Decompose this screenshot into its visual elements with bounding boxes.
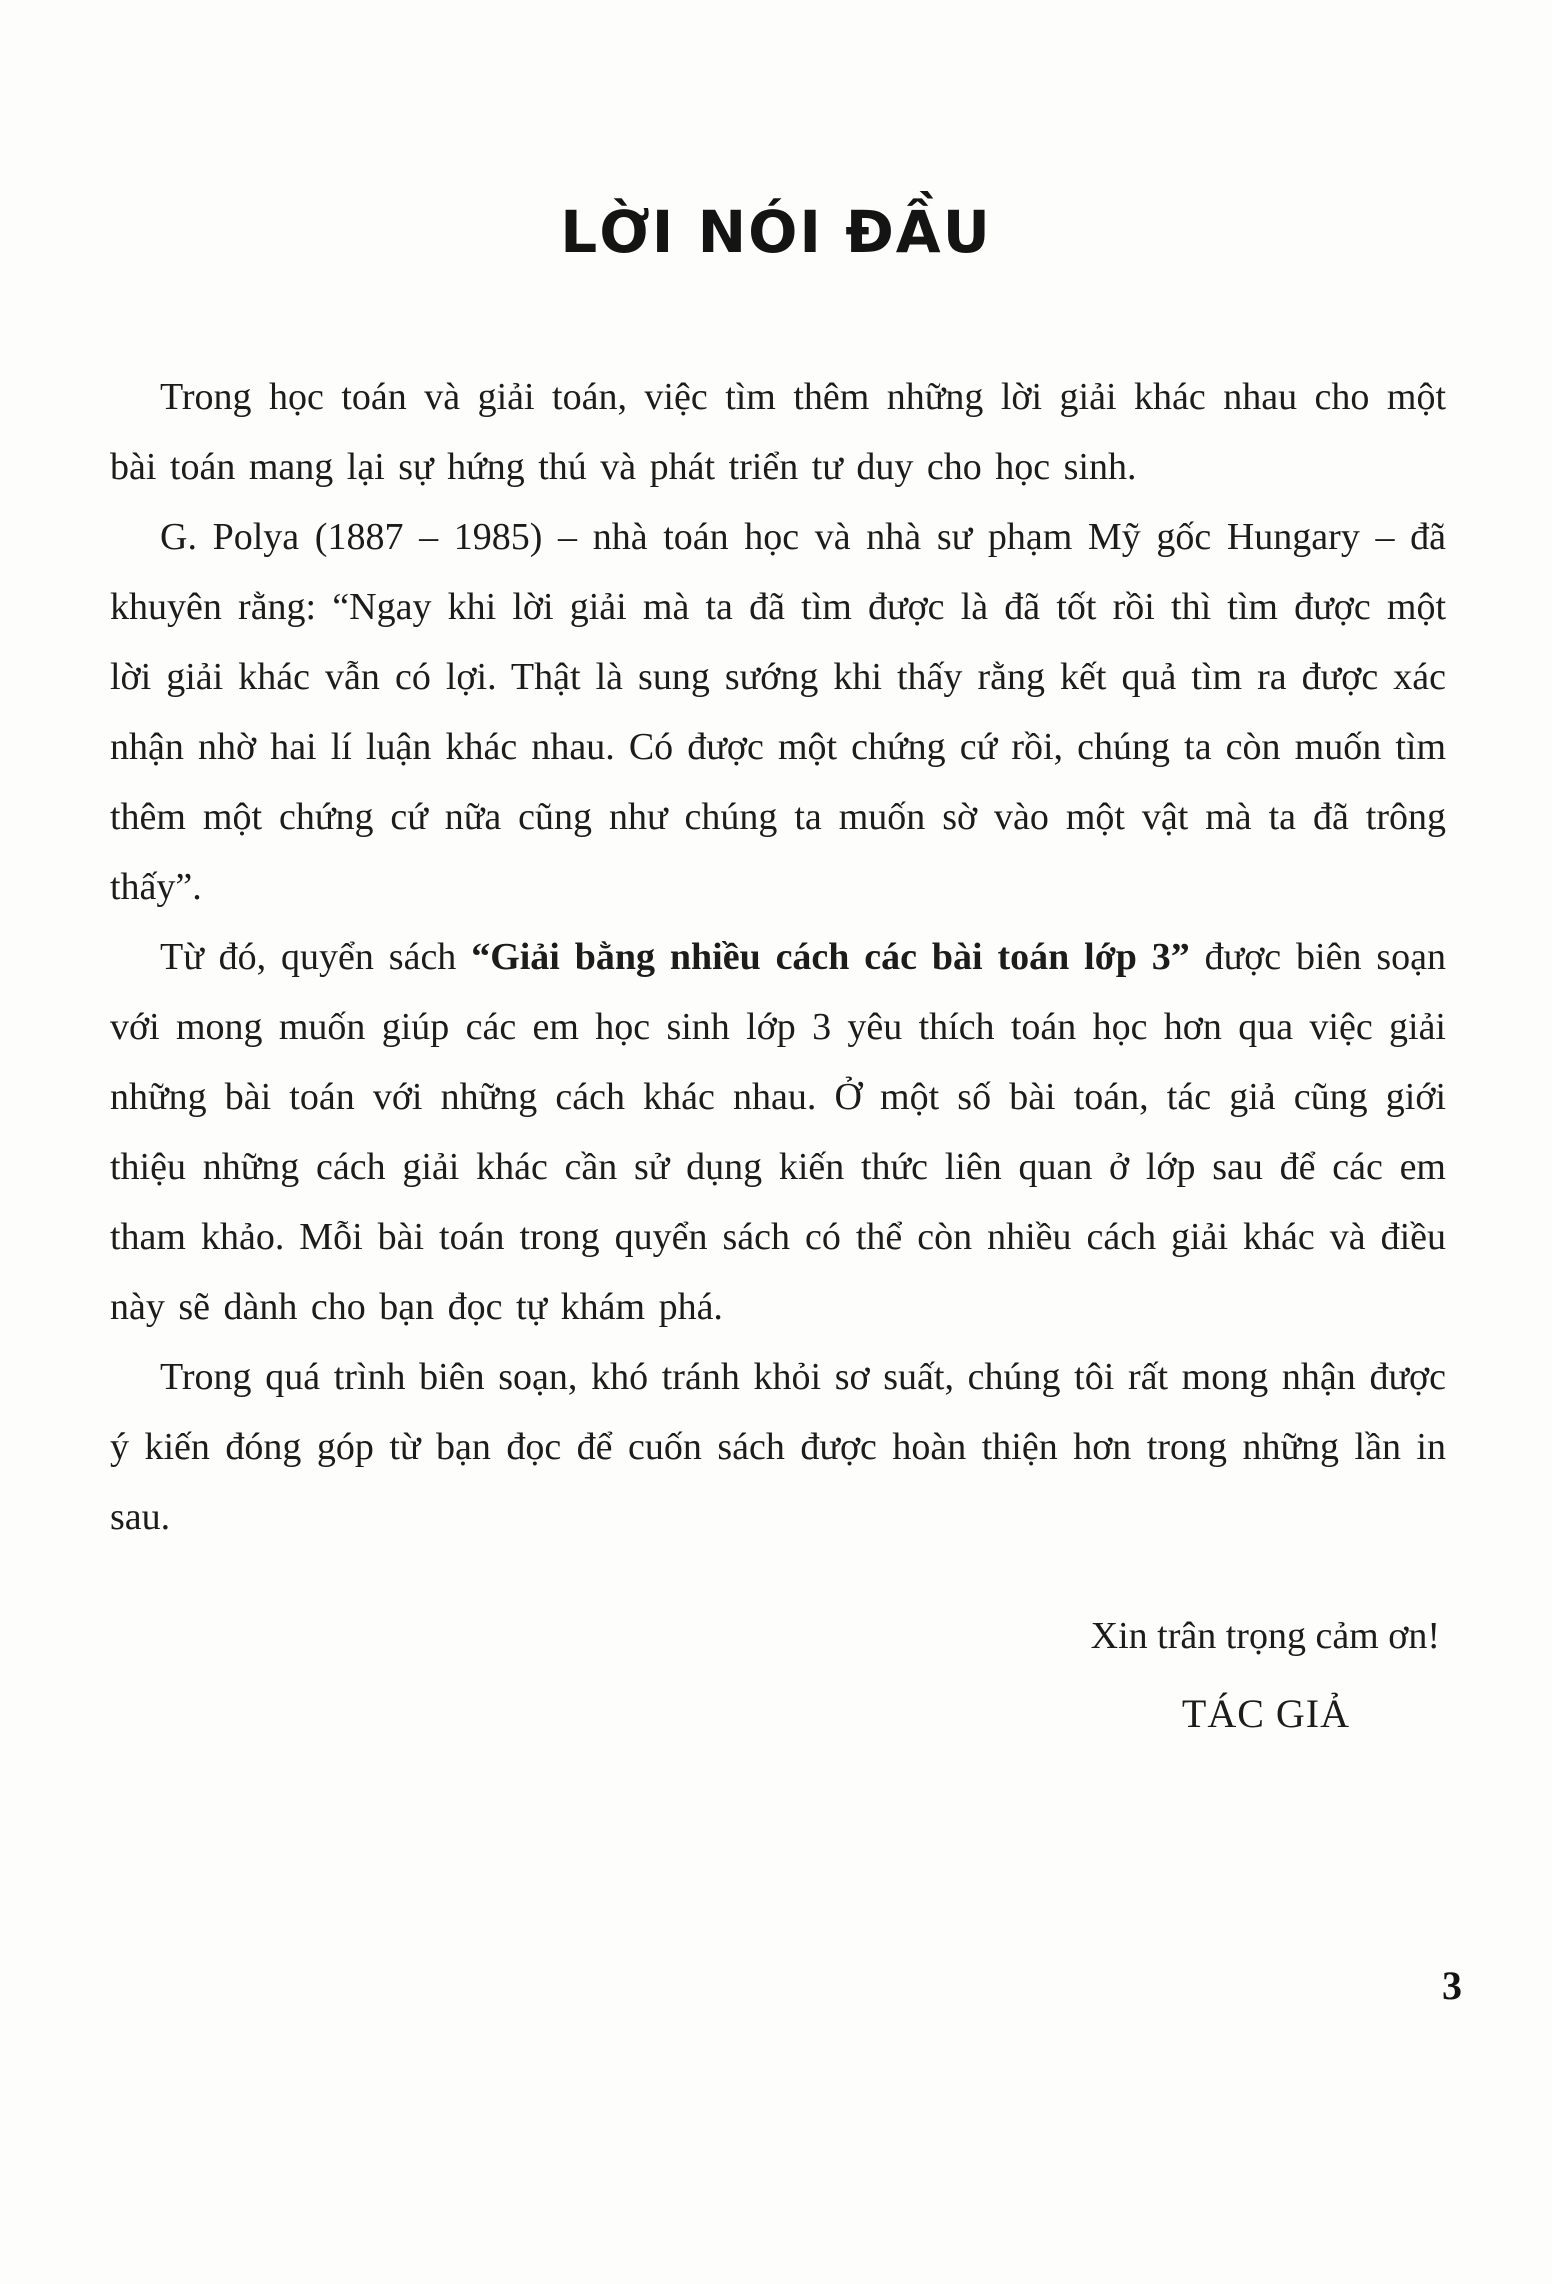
paragraph-4: Trong quá trình biên soạn, khó tránh khỏi sơ suất, chúng tôi rất mong nhận được ý kiến đóng góp từ bạn đọc để cuốn sách được hoàn thiện hơn trong những lần in sau. — [110, 1356, 1446, 1538]
page-title: LỜI NÓI ĐẦU — [560, 198, 992, 266]
author-signature: TÁC GIẢ — [1181, 1691, 1350, 1736]
paragraph-3 — [110, 922, 1446, 1342]
closing-thanks: Xin trân trọng cảm ơn! — [1090, 1615, 1440, 1657]
preface-content — [110, 362, 1446, 1552]
closing-block — [110, 1604, 1446, 1746]
paragraph-1: Trong học toán và giải toán, việc tìm thêm những lời giải khác nhau cho một bài toán mang lại sự hứng thú và phát triển tư duy cho học sinh. — [110, 376, 1446, 488]
paragraph-3-rest: được biên soạn với mong muốn giúp các em học sinh lớp 3 yêu thích toán học hơn qua việc giải những bài toán với những cách khác nhau. Ở một số bài toán, tác giả cũng giới thiệu những cách giải khác cần sử dụng kiến thức liên quan ở lớp sau để các em tham khảo. Mỗi bài toán trong quyển sách có thể còn nhiều cách giải khác và điều này sẽ dành cho bạn đọc tự khám phá. — [110, 936, 1447, 1328]
book-title-inline: “Giải bằng nhiều cách các bài toán lớp 3” — [471, 936, 1190, 978]
paragraph-2: G. Polya (1887 – 1985) – nhà toán học và nhà sư phạm Mỹ gốc Hungary – đã khuyên rằng: “Ngay khi lời giải mà ta đã tìm được là đã tốt rồi thì tìm được một lời giải khác vẫn có lợi. Thật là sung sướng khi thấy rằng kết quả tìm ra được xác nhận nhờ hai lí luận khác nhau. Có được một chứng cứ rồi, chúng ta còn muốn tìm thêm một chứng cứ nữa cũng như chúng ta muốn sờ vào một vật mà ta đã trông thấy”. — [110, 516, 1446, 908]
page-number: 3 — [1442, 1963, 1462, 2008]
paragraph-3-lead: Từ đó, quyển sách — [160, 936, 472, 978]
